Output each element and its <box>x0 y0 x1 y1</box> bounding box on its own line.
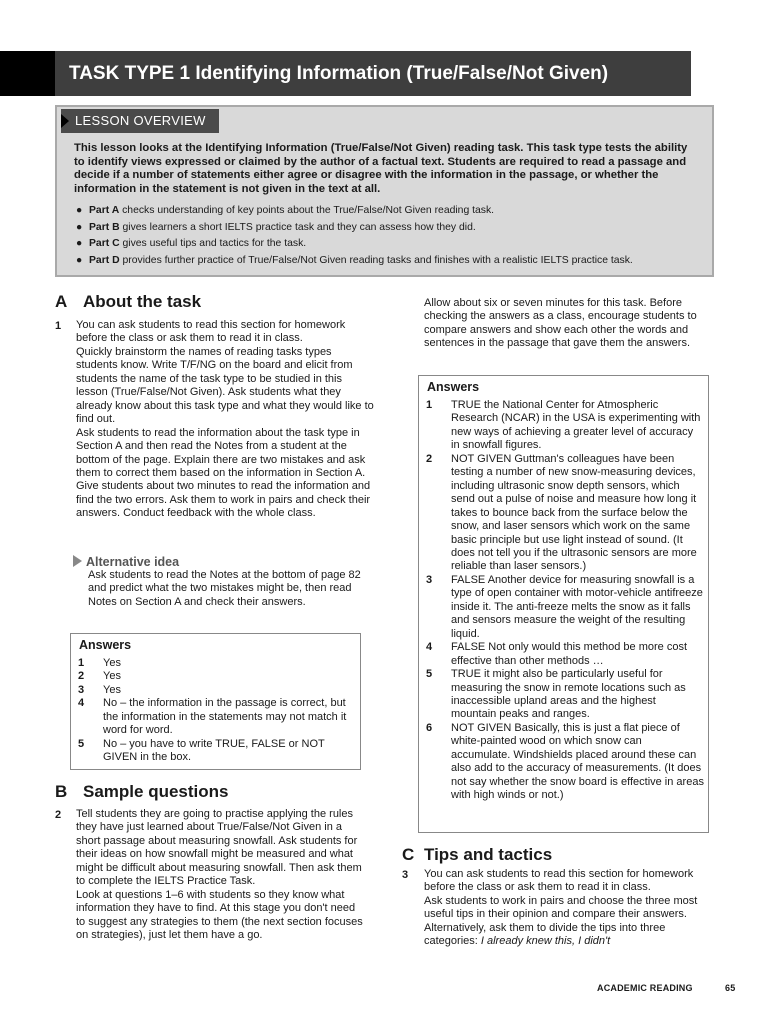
part-label: Part C <box>89 238 120 249</box>
alternative-idea-text: Ask students to read the Notes at the bottom of page 82 and predict what the two mistakes might be, then read Notes on Section A and check their answers. <box>88 569 361 608</box>
answer-number: 3 <box>426 573 433 586</box>
section-letter: C <box>402 845 415 864</box>
lesson-overview-list <box>74 203 709 269</box>
answer-text: TRUE the National Center for Atmospheric Research (NCAR) in the USA is experimenting with new ways of achieving a greater level of accuracy in snowfall figures. <box>451 399 701 452</box>
footer-label: ACADEMIC READING <box>597 983 693 993</box>
answers-title: Answers <box>79 638 132 652</box>
item-number: 1 <box>55 320 62 332</box>
list-item <box>78 738 355 765</box>
part-label: Part D <box>89 254 120 266</box>
answer-number: 2 <box>78 670 85 683</box>
lesson-overview-intro: This lesson looks at the Identifying Information (True/False/Not Given) reading task. This task type tests the ability to identify views expressed or claimed by the author of a factual text. Students are required to read a passage and decide if a number of statements either agree or disagree with the information in the passage, or whether the information in the statement is not given in the text at all. <box>74 142 688 195</box>
list-item <box>426 641 704 668</box>
part-text: gives learners a short IELTS practice task and they can assess how they did. <box>119 221 476 233</box>
item-number: 2 <box>55 809 62 821</box>
answer-text: NOT GIVEN Basically, this is just a flat piece of white-painted wood on which snow can accumulate. Windshields placed around these can also add to the accuracy of measurements. (It does not say whether the snow board is effective in areas with high winds or not.) <box>451 721 704 802</box>
list-item <box>74 203 709 220</box>
part-text: gives useful tips and tactics for the task. <box>119 238 307 249</box>
answer-number: 1 <box>426 399 433 411</box>
list-item <box>78 697 355 737</box>
bullet-icon: ● <box>76 221 83 233</box>
part-text: checks understanding of key points about the True/False/Not Given reading task. <box>119 205 495 216</box>
section-c-text <box>424 868 714 949</box>
header-black-tab <box>0 51 55 96</box>
answer-text: TRUE it might also be particularly useful for measuring the snow in remote locations such as inaccessible upland areas and the highest mountain peaks and ranges. <box>451 668 686 721</box>
part-label: Part A <box>89 205 120 216</box>
answers-list <box>78 657 355 765</box>
list-item <box>74 253 709 270</box>
answer-text: Yes <box>103 683 121 696</box>
bullet-icon: ● <box>76 254 83 266</box>
list-item <box>74 220 709 237</box>
section-c-italic: I already knew this, I didn't <box>480 935 611 948</box>
bullet-icon: ● <box>76 205 83 216</box>
section-c-body: You can ask students to read this section for homework before the class or ask them to read it in class. Ask students to work in pairs and choose the three most useful tips in their opinion and compare their answers. Alternatively, ask them to divide the tips into three categories: <box>424 868 698 948</box>
triangle-outline-icon <box>73 555 82 567</box>
answer-text: No – the information in the passage is correct, but the information in the statements may not match it word for word. <box>103 697 347 737</box>
answers-list <box>426 399 704 803</box>
section-title: Tips and tactics <box>424 845 553 864</box>
list-item <box>78 657 355 670</box>
list-item <box>74 236 709 253</box>
answer-number: 3 <box>78 683 85 696</box>
answer-number: 6 <box>426 721 433 734</box>
section-letter: A <box>55 292 68 311</box>
section-a-text: You can ask students to read this section for homework before the class or ask them to read it in class. Quickly brainstorm the names of reading tasks types students know. Write T/F/NG on the board and elicit from students the name of the task type to be studied in this lesson (True/False/Not Given). Ask students what they already know about this task type and what they would like to find out. Ask students to read the information about the task type in Section A and then read the Notes from a student at the bottom of the page. Explain there are two mistakes and ask them to correct them based on the information in Section A. Give students about two minutes to read the information and find the two errors. Ask them to work in pairs and check their answers. Conduct feedback with the whole class. <box>76 319 374 520</box>
list-item <box>426 722 704 803</box>
answers-box-b <box>418 375 709 833</box>
answers-box-a <box>70 633 361 770</box>
answer-text: Yes <box>103 670 121 683</box>
answers-title: Answers <box>427 380 480 394</box>
answer-text: NOT GIVEN Guttman's colleagues have been testing a number of new snow-measuring devices, including ultrasonic snow depth sensors, which send out a pulse of noise and measure how long it takes to bounce back from the surface below the snow, and laser sensors which work on the same basic principle but use light instead of sound. (It does not tell you if the ultrasonic sensors are more reliable than laser sensors.) <box>451 452 697 573</box>
answer-number: 5 <box>426 668 433 681</box>
timing-instructions: Allow about six or seven minutes for this task. Before checking the answers as a class, encourage students to compare answers and show each other the words and sentences in the passage that gave them the answers. <box>424 297 697 350</box>
section-letter: B <box>55 782 68 801</box>
answer-text: FALSE Another device for measuring snowfall is a type of open container with motor-vehicle antifreeze inside it. The anti-freeze melts the snow as it falls and sensors measure the weight of the resulting liquid. <box>451 573 703 640</box>
list-item <box>78 670 355 683</box>
section-b-text: Tell students they are going to practise applying the rules they have just learned about True/False/Not Given in a short passage about measuring snowfall. Ask students for their ideas on how snowfall might be measured and what might be difficult about measuring snowfall. Then ask them to complete the IELTS Practice Task. Look at questions 1–6 with students so they know what information they have to find. At this stage you don't need to suggest any strategies to them (the next section focuses on strategies), just let them have a go. <box>76 808 363 942</box>
answer-number: 4 <box>426 641 433 654</box>
list-item <box>426 399 704 453</box>
answer-text: Yes <box>103 657 121 669</box>
answer-number: 1 <box>78 657 85 669</box>
item-number: 3 <box>402 869 409 881</box>
alternative-idea-heading <box>73 554 179 569</box>
list-item <box>78 684 355 697</box>
section-a-heading <box>55 292 201 312</box>
alt-title: Alternative idea <box>86 555 180 569</box>
answer-number: 5 <box>78 737 85 750</box>
page-number: 65 <box>725 983 736 993</box>
page-title: TASK TYPE 1 Identifying Information (True/False/Not Given) <box>55 51 691 96</box>
answer-number: 2 <box>426 452 433 465</box>
section-b-heading <box>55 782 228 802</box>
lesson-overview-label <box>61 109 219 133</box>
section-title: Sample questions <box>83 782 229 801</box>
triangle-icon <box>61 114 69 128</box>
section-title: About the task <box>83 292 202 311</box>
answer-number: 4 <box>78 697 85 710</box>
lesson-overview-label-text: LESSON OVERVIEW <box>75 113 206 128</box>
lesson-overview-box <box>55 105 714 277</box>
answer-text: No – you have to write TRUE, FALSE or NOT GIVEN in the box. <box>103 737 325 764</box>
bullet-icon: ● <box>76 238 83 249</box>
list-item <box>426 574 704 641</box>
list-item <box>426 453 704 574</box>
part-label: Part B <box>89 221 120 233</box>
list-item <box>426 668 704 722</box>
answer-text: FALSE Not only would this method be more cost effective than other methods … <box>451 641 688 667</box>
part-text: provides further practice of True/False/Not Given reading tasks and finishes with a realistic IELTS practice task. <box>119 254 633 266</box>
section-c-heading <box>402 845 552 865</box>
